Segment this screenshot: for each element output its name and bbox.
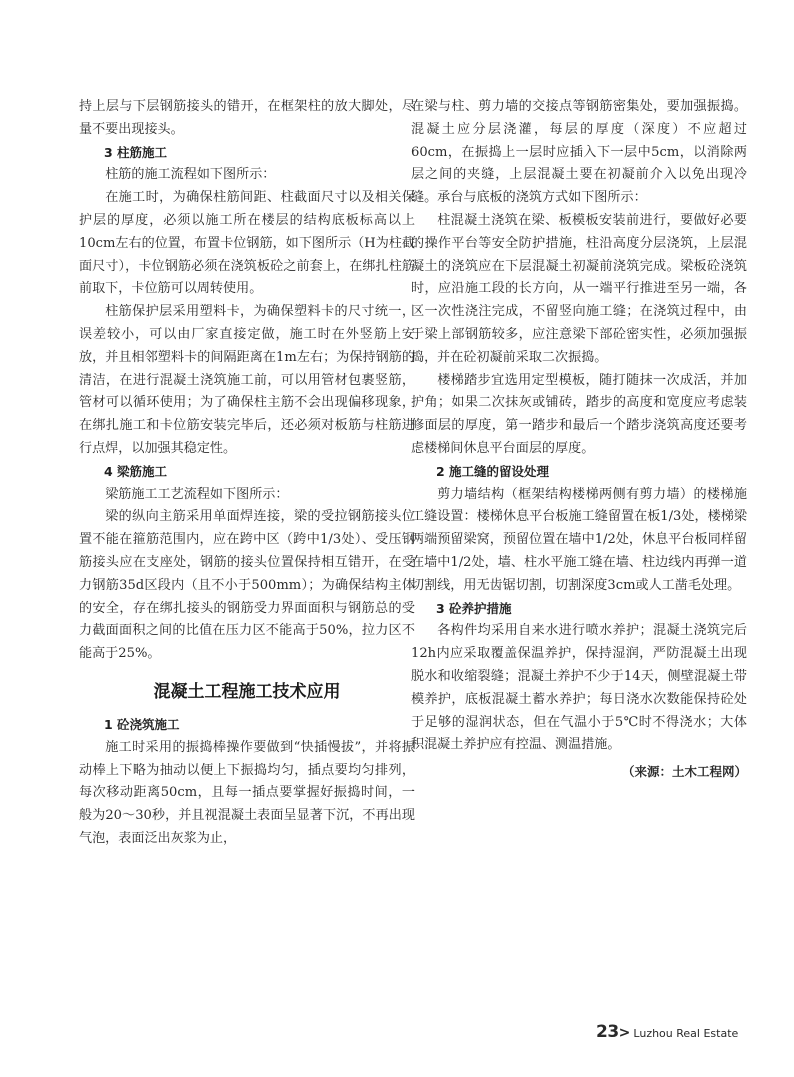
- paragraph: 梁筋施工工艺流程如下图所示：: [105, 486, 289, 502]
- publication-name: Luzhou Real Estate: [633, 1027, 739, 1040]
- page-number: 23: [596, 1022, 619, 1042]
- paragraph: 柱筋的施工流程如下图所示：: [105, 167, 276, 183]
- paragraph: 各构件均采用自来水进行喷水养护；混凝土浇筑完后12h内应采取覆盖保温养护，保持湿润，严防混凝土出现脱水和收缩裂缝；混凝土养护不少于14天，侧壁混凝土带模养护，底板混凝土蓄水养护；每日浇水次数能保持砼处于足够的湿润状态，但在气温小于5℃时不得浇水；大体积混凝土养护应有控温、测温措施。: [411, 623, 747, 753]
- paragraph: 梁的纵向主筋采用单面焊连接，梁的受拉钢筋接头位置不能在箍筋范围内，应在跨中区（跨中1/3处）、受压钢筋接头应在支座处，钢筋的接头位置保持相互错开，在受力钢筋35d区段内（且不小于500mm）；为确保结构主体的安全，存在绑扎接头的钢筋受力界面面积与钢筋总的受力截面面积之间的比值在压力区不能高于50%，拉力区不能高于25%。: [79, 509, 415, 662]
- subheading-construction-joint: 2 施工缝的留设处理: [436, 463, 550, 479]
- paragraph: 剪力墙结构（框架结构楼梯两侧有剪力墙）的楼梯施工缝设置：楼梯休息平台板施工缝留置在板1/3处，楼梯梁两端预留梁窝，预留位置在墙中1/2处，休息平台板同样留在墙中1/2处，墙、柱水平施工缝在墙、柱边线内再弹一道切割线，用无齿锯切割，切割深度3cm或人工凿毛处理。: [411, 486, 747, 593]
- paragraph: 在施工时，为确保柱筋间距、柱截面尺寸以及相关保护层的厚度，必须以施工所在楼层的结构底板标高以上10cm左右的位置，布置卡位钢筋，如下图所示（H为柱截面尺寸），卡位钢筋必须在浇筑板砼之前套上，在绑扎柱筋前取下，卡位筋可以周转使用。: [79, 190, 415, 297]
- subheading-beam-rebar: 4 梁筋施工: [104, 463, 168, 479]
- paragraph: 持上层与下层钢筋接头的错开，在框架柱的放大脚处，尽量不要出现接头。: [79, 99, 415, 137]
- subheading-column-rebar: 3 柱筋施工: [104, 144, 168, 160]
- subheading-curing: 3 砼养护措施: [436, 600, 512, 616]
- paragraph: 柱筋保护层采用塑料卡，为确保塑料卡的尺寸统一，误差较小，可以由厂家直接定做，施工时在外竖筋上安放，并且相邻塑料卡的间隔距离在1m左右；为保持钢筋的清洁，在进行混凝土浇筑施工前，可以用管材包裹竖筋，管材可以循环使用；为了确保柱主筋不会出现偏移现象，在绑扎施工和卡位筋安装完毕后，还必须对板筋与柱筋进行点焊，以加强其稳定性。: [79, 304, 415, 456]
- page-footer: [596, 1022, 776, 1048]
- right-column: [411, 96, 747, 784]
- paragraph: 柱混凝土浇筑在梁、板模板安装前进行，要做好必要的操作平台等安全防护措施，柱沿高度分层浇筑，上层混凝土的浇筑应在下层混凝土初凝前浇筑完成。梁板砼浇筑时，应沿施工段的长方向，从一端平行推进至另一端，各区一次性浇注完成，不留竖向施工缝；在浇筑过程中，由于梁上部钢筋较多，应注意梁下部砼密实性，必须加强振捣，并在砼初凝前采取二次振捣。: [411, 212, 747, 365]
- arrow-icon: >: [618, 1025, 631, 1041]
- subheading-concrete-pouring: 1 砼浇筑施工: [104, 716, 180, 732]
- source-citation: （来源：土木工程网）: [621, 764, 747, 780]
- paragraph: 在梁与柱、剪力墙的交接点等钢筋密集处，要加强振捣。混凝土应分层浇灌，每层的厚度（深度）不应超过60cm，在振捣上一层时应插入下一层中5cm，以消除两层之间的夹缝，上层混凝土要在初凝前介入以免出现冷缝。承台与底板的浇筑方式如下图所示：: [411, 99, 747, 206]
- left-column: [79, 96, 415, 851]
- paragraph: 施工时采用的振捣棒操作要做到“快插慢拔”，并将振动棒上下略为抽动以便上下振捣均匀，插点要均匀排列，每次移动距离50cm，且每一插点要掌握好振捣时间，一般为20～30秒，并且视混凝土表面呈显著下沉，不再出现气泡，表面泛出灰浆为止，: [79, 739, 415, 846]
- section-title: 混凝土工程施工技术应用: [153, 681, 341, 702]
- paragraph: 楼梯踏步宜选用定型模板，随打随抹一次成活，并加护角；如果二次抹灰或铺砖，踏步的高度和宽度应考虑装修面层的厚度，第一踏步和最后一个踏步浇筑高度还要考虑楼梯间休息平台面层的厚度。: [411, 372, 747, 456]
